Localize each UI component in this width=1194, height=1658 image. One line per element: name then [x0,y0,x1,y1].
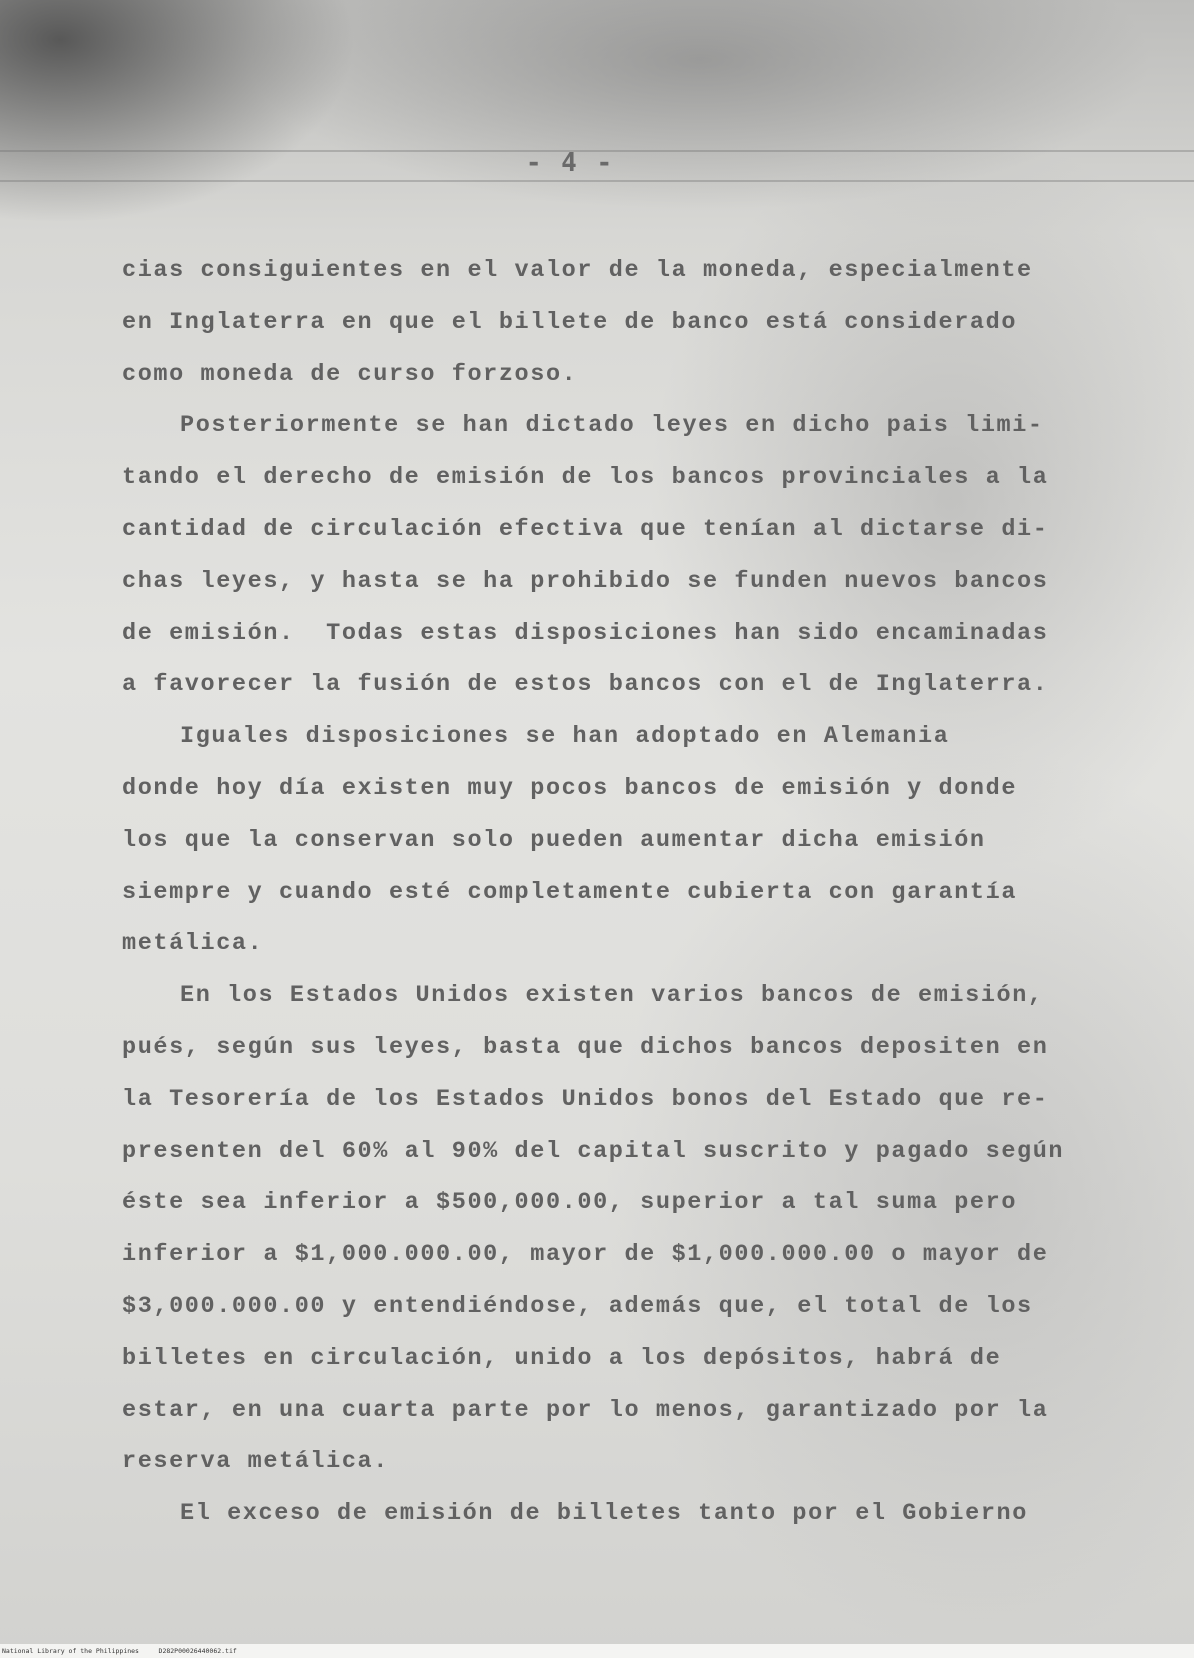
text-line: tando el derecho de emisión de los bancos provinciales a la [122,464,1049,492]
text-line: El exceso de emisión de billetes tanto por el Gobierno [180,1500,1028,1528]
text-line: metálica. [122,930,264,958]
text-line: cias consiguientes en el valor de la moneda, especialmente [122,257,1033,284]
text-line: cantidad de circulación efectiva que tenían al dictarse di- [122,515,1049,543]
text-line: billetes en circulación, unido a los depósitos, habrá de [122,1344,1002,1372]
text-line: siempre y cuando esté completamente cubierta con garantía [122,878,1018,906]
text-line: en Inglaterra en que el billete de banco está considerado [122,308,1018,336]
text-line: estar, en una cuarta parte por lo menos, garantizado por la [122,1396,1049,1424]
fold-line [0,180,1194,182]
text-line: Posteriormente se han dictado leyes en dicho pais limi- [180,412,1044,440]
text-line: como moneda de curso forzoso. [122,360,578,388]
text-line: inferior a $1,000.000.00, mayor de $1,000.000.00 o mayor de [122,1241,1049,1269]
text-line: los que la conservan solo pueden aumentar dicha emisión [122,826,986,854]
text-line: En los Estados Unidos existen varios bancos de emisión, [180,982,1044,1010]
text-line: Iguales disposiciones se han adoptado en Alemania [180,723,950,751]
text-line: donde hoy día existen muy pocos bancos de emisión y donde [122,774,1018,802]
text-line: a favorecer la fusión de estos bancos con el de Inglaterra. [122,671,1049,699]
text-line: pués, según sus leyes, basta que dichos bancos depositen en [122,1033,1049,1061]
text-line: $3,000.000.00 y entendiéndose, además que, el total de los [122,1292,1033,1320]
scan-footer: National Library of the Philippines D282P00026440062.tif [0,1644,1194,1658]
text-line: reserva metálica. [122,1448,389,1476]
text-line: la Tesorería de los Estados Unidos bonos del Estado que re- [122,1085,1049,1113]
page-number: - 4 - [525,148,615,178]
text-line: de emisión. Todas estas disposiciones han sido encaminadas [122,619,1049,647]
text-line: chas leyes, y hasta se ha prohibido se funden nuevos bancos [122,567,1049,595]
text-line: éste sea inferior a $500,000.00, superior a tal suma pero [122,1189,1018,1217]
text-line: presenten del 60% al 90% del capital suscrito y pagado según [122,1137,1065,1165]
document-body [122,245,1112,1540]
